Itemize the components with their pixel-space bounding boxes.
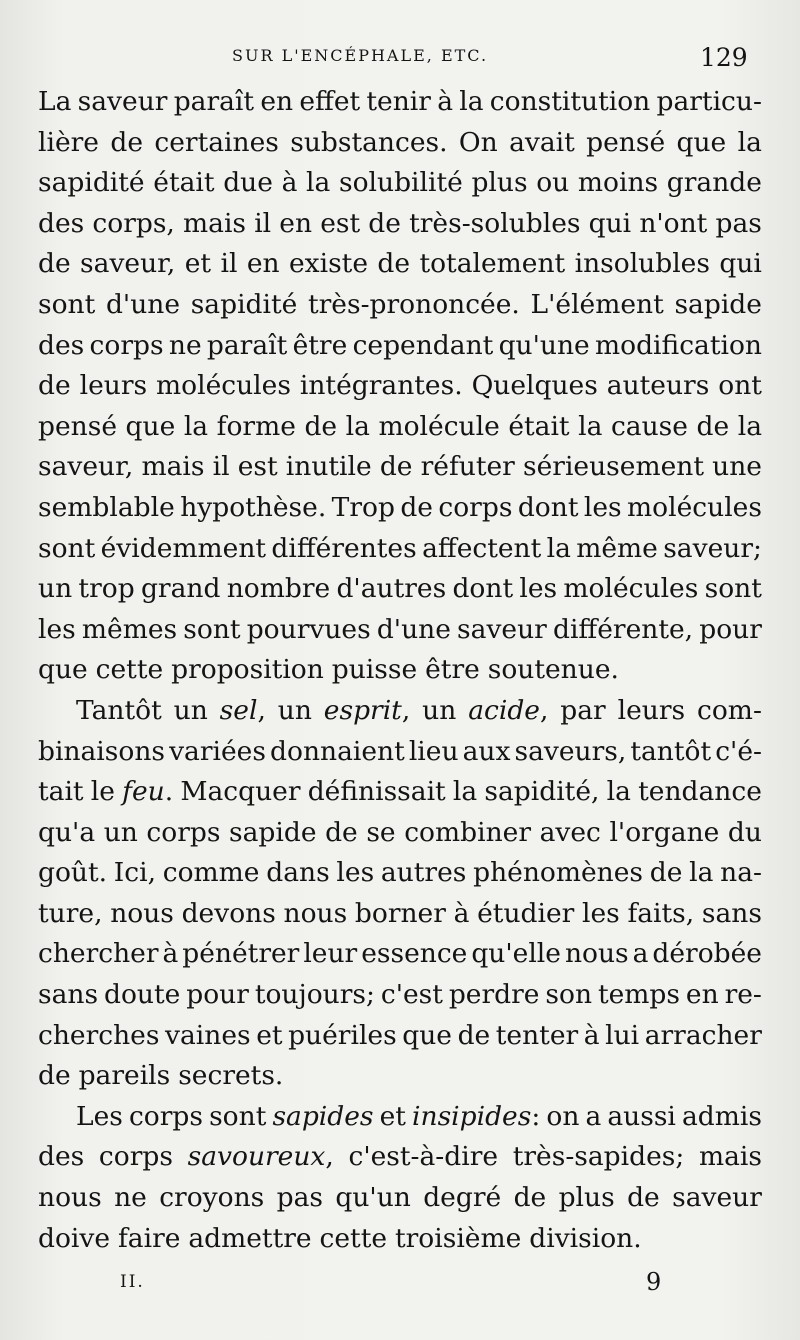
word: Tantôt: [76, 694, 162, 726]
word: son: [545, 979, 593, 1011]
word: lui: [605, 1019, 640, 1051]
word: saveur: [457, 613, 547, 645]
word: qui: [588, 207, 632, 239]
word: auteurs: [606, 370, 710, 402]
word: des: [38, 1141, 85, 1173]
word: Macquer: [180, 776, 301, 808]
page-header: [0, 40, 800, 80]
word: temps: [597, 979, 680, 1011]
text-line: [38, 1016, 762, 1057]
word: cette: [95, 654, 164, 686]
word: cause: [610, 410, 688, 442]
word: molécule: [378, 410, 500, 442]
word: sont: [704, 573, 762, 605]
word: croyons: [159, 1182, 265, 1214]
word: il: [220, 248, 238, 280]
word: totalement: [419, 248, 566, 280]
signature-mark: II.: [120, 1272, 145, 1292]
word: Trop: [331, 491, 395, 523]
word: les: [38, 613, 76, 645]
word: due: [223, 167, 273, 199]
text-line: [38, 244, 762, 285]
word: très-sapides;: [512, 1141, 685, 1173]
word: nous: [564, 938, 629, 970]
word: de: [38, 370, 71, 402]
text-line: [38, 285, 762, 326]
word: pensé: [38, 410, 117, 442]
word: la: [606, 776, 631, 808]
text-line: [38, 1219, 762, 1260]
word: à: [453, 897, 470, 929]
text-line: [38, 813, 762, 854]
text-line: [38, 163, 762, 204]
text-line: [38, 772, 762, 813]
word: corps: [128, 1100, 203, 1132]
word: était: [153, 167, 215, 199]
word: à: [162, 938, 179, 970]
word: qu'un: [335, 1182, 411, 1214]
word: mêmes: [81, 613, 178, 645]
word: saveur,: [80, 248, 176, 280]
word: tenir: [366, 86, 431, 117]
page-footer: [0, 1268, 800, 1308]
word: sont: [209, 1100, 267, 1132]
word: avait: [509, 126, 575, 158]
word: constitution: [489, 86, 651, 117]
word: de: [38, 248, 71, 280]
word: chercher: [38, 938, 159, 970]
italic-term: feu: [122, 776, 165, 808]
word: aux: [462, 735, 511, 767]
text-line: [38, 123, 762, 164]
word: à: [437, 86, 454, 117]
text-line: [38, 366, 762, 407]
word: de: [513, 1182, 547, 1214]
word: sont: [38, 532, 96, 564]
word: pénétrer: [182, 938, 300, 970]
word: cette: [319, 1222, 388, 1254]
word: corps: [89, 329, 164, 361]
word: sapidité: [38, 167, 145, 199]
word: admis: [681, 1100, 762, 1132]
word: corps: [438, 491, 513, 523]
word: dérobée: [652, 938, 762, 970]
word: de: [325, 816, 358, 848]
word: division.: [529, 1222, 642, 1254]
word: leur: [303, 938, 358, 970]
word: est: [320, 207, 361, 239]
word: devons: [181, 897, 276, 929]
word: Quelques: [471, 370, 598, 402]
word: de: [400, 491, 433, 523]
text-line: [38, 204, 762, 245]
word: avec: [539, 816, 601, 848]
word: paraît: [173, 86, 255, 117]
word: toujours;: [254, 979, 375, 1011]
word: cependant: [352, 329, 494, 361]
word: com-: [697, 694, 762, 726]
word: sapidité: [190, 288, 298, 320]
word: ture,: [38, 897, 103, 929]
word: effet: [299, 86, 361, 117]
word: aussi: [607, 1100, 676, 1132]
word: grande: [666, 167, 762, 199]
word: en: [279, 207, 313, 239]
word: secrets.: [178, 1060, 284, 1092]
word: comme: [162, 857, 260, 889]
word: puériles: [288, 1019, 397, 1051]
italic-term: sapides: [272, 1100, 374, 1132]
word: arracher: [644, 1019, 762, 1051]
word: substances.: [290, 126, 448, 158]
word: ont: [718, 370, 762, 402]
word: de: [379, 451, 413, 483]
word: borner: [354, 897, 446, 929]
word: la: [689, 857, 714, 889]
word: très-solubles: [409, 207, 581, 239]
word: na-: [720, 857, 762, 889]
word: plus: [471, 167, 528, 199]
word: saveur;: [663, 532, 762, 564]
word: leurs: [617, 694, 686, 726]
word: des: [38, 329, 85, 361]
word: être: [292, 329, 348, 361]
word: variées: [169, 735, 266, 767]
paragraph-1: [38, 82, 762, 691]
word: était: [508, 410, 570, 442]
word: L'élément: [530, 288, 664, 320]
word: phénomènes: [473, 857, 644, 889]
word: molécules: [156, 370, 291, 402]
word: pourvues: [246, 613, 371, 645]
word: La: [38, 86, 72, 117]
word: moins: [577, 167, 659, 199]
word: la: [306, 167, 331, 199]
word: les: [582, 897, 620, 929]
word: ou: [536, 167, 570, 199]
text-line: [38, 1178, 762, 1219]
word: la: [183, 410, 209, 442]
word: dont: [517, 491, 579, 523]
word: donnaient: [270, 735, 405, 767]
word: du: [727, 816, 762, 848]
text-line: [38, 650, 762, 691]
word: n'ont: [639, 207, 708, 239]
word: qui: [719, 248, 762, 280]
word: hypothèse.: [180, 491, 327, 523]
word: faire: [117, 1222, 181, 1254]
word: Les: [76, 1100, 123, 1132]
word: sont: [38, 288, 96, 320]
word: Ici,: [113, 857, 157, 889]
word: la: [737, 126, 762, 158]
word: il: [254, 207, 272, 239]
text-line: [38, 569, 762, 610]
word: modification: [595, 329, 762, 361]
word: de: [377, 248, 411, 280]
word: l'organe: [609, 816, 720, 848]
word: nombre: [226, 573, 331, 605]
word: des: [38, 207, 85, 239]
word: degré: [423, 1182, 502, 1214]
word: [272, 1097, 373, 1138]
word: proposition: [171, 654, 324, 686]
word: semblable: [38, 491, 175, 523]
word: trop: [78, 573, 135, 605]
word: mais: [141, 451, 205, 483]
word: saveur: [672, 1182, 762, 1214]
word: lieu: [408, 735, 459, 767]
word: grand: [140, 573, 221, 605]
word: corps: [146, 816, 221, 848]
text-line: [38, 326, 762, 367]
word: qu'a: [38, 816, 96, 848]
word: une: [712, 451, 762, 483]
word: faits,: [627, 897, 695, 929]
word: vaines: [165, 1019, 251, 1051]
word: insolubles: [574, 248, 710, 280]
running-title: SUR L'ENCÉPHALE, ETC.: [232, 46, 489, 65]
word: sans: [38, 979, 99, 1011]
italic-term: esprit: [323, 694, 402, 726]
word: paraît: [206, 329, 288, 361]
word: de: [304, 410, 338, 442]
word: intégrantes.: [299, 370, 463, 402]
word: combiner: [404, 816, 531, 848]
word: ne: [114, 1182, 147, 1214]
word: affectent: [422, 532, 542, 564]
text-line: [38, 853, 762, 894]
word: soutenue.: [487, 654, 619, 686]
text-line: [38, 447, 762, 488]
italic-term: acide: [468, 694, 540, 726]
word: nous: [110, 897, 174, 929]
word: doute: [104, 979, 181, 1011]
word: sapide: [674, 288, 762, 320]
text-line: [38, 1097, 762, 1138]
word: tait: [38, 776, 84, 808]
sheet-number: 9: [646, 1268, 662, 1296]
word: et: [184, 248, 212, 280]
word: acide,: [468, 694, 549, 726]
word: par: [560, 694, 606, 726]
word: que: [125, 410, 176, 442]
word: doive: [38, 1222, 111, 1254]
word: la: [452, 776, 478, 808]
word: saveurs,: [514, 735, 627, 767]
word: de: [696, 410, 730, 442]
word: goût.: [38, 857, 108, 889]
word: on: [546, 1100, 580, 1132]
word: sapide: [229, 816, 317, 848]
word: pour: [699, 613, 762, 645]
word: que: [402, 1019, 452, 1051]
word: les: [336, 857, 375, 889]
word: de: [457, 1019, 491, 1051]
word: pareils: [78, 1060, 171, 1092]
word: différente,: [552, 613, 694, 645]
word: dans: [266, 857, 330, 889]
paragraph-3: [38, 1097, 762, 1259]
word: les: [583, 491, 622, 523]
word: mais: [698, 1141, 762, 1173]
word: saveur,: [38, 451, 134, 483]
text-line: [38, 1056, 762, 1097]
text-line: [38, 1137, 762, 1178]
word: leurs: [79, 370, 148, 402]
text-line: [38, 407, 762, 448]
word: re-: [724, 979, 762, 1011]
text-line: [38, 894, 762, 935]
word: c'est: [380, 979, 443, 1011]
word: à: [281, 167, 298, 199]
italic-term: sel: [219, 694, 258, 726]
word: les: [519, 573, 558, 605]
word: est: [237, 451, 278, 483]
text-line: [38, 488, 762, 529]
word: sérieusement: [523, 451, 704, 483]
text-line: [38, 610, 762, 651]
word: molécules: [563, 573, 699, 605]
word: esprit,: [323, 694, 411, 726]
word: la: [459, 86, 484, 117]
body-text: [38, 82, 762, 1259]
word: mais: [183, 207, 247, 239]
word: même: [576, 532, 658, 564]
word: inutile: [285, 451, 372, 483]
text-line: [38, 934, 762, 975]
word: de: [627, 1182, 660, 1214]
word: étudier: [477, 897, 575, 929]
word: un: [38, 573, 73, 605]
word: en: [685, 979, 719, 1011]
italic-term: savoureux: [187, 1141, 326, 1173]
word: forme: [216, 410, 296, 442]
word: admettre: [188, 1222, 312, 1254]
word: solubilité: [338, 167, 463, 199]
word: tantôt: [630, 735, 712, 767]
word: en: [260, 86, 294, 117]
word: molécules: [627, 491, 762, 523]
word: plus: [558, 1182, 615, 1214]
word: qu'une: [498, 329, 590, 361]
word: la: [578, 410, 603, 442]
word: perdre: [448, 979, 540, 1011]
word: d'une: [376, 613, 451, 645]
word: a: [585, 1100, 602, 1132]
word: insipides:: [412, 1100, 541, 1132]
word: d'autres: [336, 573, 447, 605]
word: que: [676, 126, 727, 158]
text-line: [38, 529, 762, 570]
word: le: [90, 776, 115, 808]
word: un: [277, 694, 312, 726]
word: savoureux,: [187, 1141, 334, 1173]
word: la: [546, 532, 571, 564]
word: se: [366, 816, 396, 848]
text-line: [38, 975, 762, 1016]
word: très-prononcée.: [307, 288, 520, 320]
word: tenter: [495, 1019, 579, 1051]
word: de: [368, 207, 401, 239]
text-line: [38, 691, 762, 732]
word: lière: [38, 126, 99, 158]
word: pas: [715, 207, 762, 239]
word: qu'elle: [471, 938, 561, 970]
word: réfuter: [420, 451, 515, 483]
word: il: [212, 451, 230, 483]
text-line: [38, 82, 762, 123]
word: puisse: [331, 654, 418, 686]
word: différentes: [271, 532, 417, 564]
word: et: [256, 1019, 283, 1051]
text-line: [38, 732, 762, 773]
word: être: [425, 654, 480, 686]
word: la: [737, 410, 762, 442]
word: cherches: [38, 1019, 160, 1051]
word: évidemment: [100, 532, 267, 564]
word: définissait: [307, 776, 446, 808]
word: un: [422, 694, 457, 726]
word: pas: [276, 1182, 324, 1214]
word: feu.: [122, 776, 174, 808]
paragraph-2: [38, 691, 762, 1097]
word: troisième: [394, 1222, 522, 1254]
word: d'une: [105, 288, 181, 320]
page-number: 129: [700, 43, 748, 72]
word: a: [632, 938, 649, 970]
word: corps,: [92, 207, 175, 239]
word: c'est-à-dire: [348, 1141, 499, 1173]
word: la: [345, 410, 370, 442]
word: saveur: [77, 86, 168, 117]
word: que: [38, 654, 88, 686]
word: de: [38, 1060, 71, 1092]
word: autres: [380, 857, 467, 889]
word: dont: [452, 573, 514, 605]
word: un: [173, 694, 208, 726]
word: corps: [98, 1141, 173, 1173]
word: en: [246, 248, 280, 280]
word: de: [110, 126, 144, 158]
word: de: [649, 857, 683, 889]
word: particu-: [656, 86, 762, 117]
word: tendance: [638, 776, 762, 808]
word: sapidité,: [484, 776, 600, 808]
word: un: [103, 816, 138, 848]
word: et: [379, 1100, 406, 1132]
word: sans: [701, 897, 762, 929]
word: nous: [283, 897, 348, 929]
word: nous: [38, 1182, 102, 1214]
word: binaisons: [38, 735, 166, 767]
word: pour: [186, 979, 249, 1011]
word: c'é-: [715, 735, 762, 767]
word: sel,: [219, 694, 266, 726]
word: certaines: [154, 126, 279, 158]
word: On: [458, 126, 498, 158]
word: essence: [361, 938, 468, 970]
italic-term: insipides: [412, 1100, 532, 1132]
word: ne: [168, 329, 202, 361]
word: à: [583, 1019, 600, 1051]
word: sont: [183, 613, 241, 645]
word: pensé: [586, 126, 666, 158]
word: existe: [288, 248, 369, 280]
